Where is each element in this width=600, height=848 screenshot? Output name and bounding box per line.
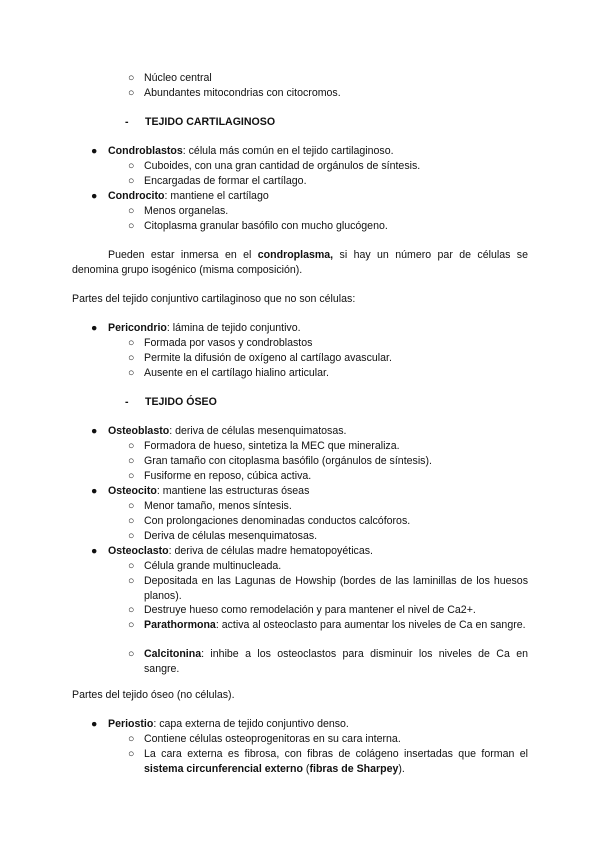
sub-bullet: ○ — [128, 619, 135, 631]
list-item: Permite la difusión de oxígeno al cartílago avascular. — [144, 352, 392, 364]
list-item: Formadora de hueso, sintetiza la MEC que mineraliza. — [144, 440, 400, 452]
sub-bullet: ○ — [128, 205, 135, 217]
list-item: Formada por vasos y condroblastos — [144, 337, 313, 349]
intro-line: Partes del tejido óseo (no células). — [72, 689, 235, 701]
sub-bullet: ○ — [128, 72, 135, 84]
bullet: ● — [91, 425, 98, 437]
list-item: La cara externa es fibrosa, con fibras de colágeno insertadas que forman el sistema circunferencial externo (fibras de Sharpey). — [144, 748, 528, 775]
sub-bullet: ○ — [128, 367, 135, 379]
list-item: Encargadas de formar el cartílago. — [144, 175, 307, 187]
list-item: Deriva de células mesenquimatosas. — [144, 530, 318, 542]
list-item: Osteocito: mantiene las estructuras óseas — [108, 485, 310, 497]
bullet: ● — [91, 485, 98, 497]
list-item: Menos organelas. — [144, 205, 229, 217]
list-item: Abundantes mitocondrias con citocromos. — [144, 87, 341, 99]
bullet: ● — [91, 145, 98, 157]
list-item: Pericondrio: lámina de tejido conjuntivo. — [108, 322, 301, 334]
list-item: Calcitonina: inhibe a los osteoclastos para disminuir los niveles de Ca en sangre. — [144, 648, 528, 675]
list-item: Citoplasma granular basófilo con mucho glucógeno. — [144, 220, 388, 232]
list-item: Gran tamaño con citoplasma basófilo (orgánulos de síntesis). — [144, 455, 432, 467]
list-item: Condroblastos: célula más común en el tejido cartilaginoso. — [108, 145, 394, 157]
sub-bullet: ○ — [128, 440, 135, 452]
list-item: Periostio: capa externa de tejido conjuntivo denso. — [108, 718, 349, 730]
list-item: Osteoblasto: deriva de células mesenquimatosas. — [108, 425, 347, 437]
list-item: Condrocito: mantiene el cartílago — [108, 190, 269, 202]
sub-bullet: ○ — [128, 175, 135, 187]
sub-bullet: ○ — [128, 604, 135, 616]
list-item: Cuboides, con una gran cantidad de orgánulos de síntesis. — [144, 160, 421, 172]
sub-bullet: ○ — [128, 515, 135, 527]
list-item: Núcleo central — [144, 72, 212, 84]
bullet: ● — [91, 190, 98, 202]
list-item: Fusiforme en reposo, cúbica activa. — [144, 470, 312, 482]
intro-line: Partes del tejido conjuntivo cartilaginoso que no son células: — [72, 293, 356, 305]
sub-bullet: ○ — [128, 455, 135, 467]
sub-bullet: ○ — [128, 575, 135, 587]
bullet: ● — [91, 718, 98, 730]
list-item: Contiene células osteoprogenitoras en su cara interna. — [144, 733, 401, 745]
sub-bullet: ○ — [128, 352, 135, 364]
list-item: Osteoclasto: deriva de células madre hematopoyéticas. — [108, 545, 373, 557]
sub-bullet: ○ — [128, 470, 135, 482]
bullet: ● — [91, 322, 98, 334]
section-heading-bone: - TEJIDO ÓSEO — [125, 396, 217, 408]
list-item: Depositada en las Lagunas de Howship (bordes de las laminillas de los huesos planos). — [144, 575, 528, 602]
section-heading-cartilage: - TEJIDO CARTILAGINOSO — [125, 116, 276, 128]
sub-bullet: ○ — [128, 500, 135, 512]
sub-bullet: ○ — [128, 560, 135, 572]
sub-bullet: ○ — [128, 337, 135, 349]
list-item: Menor tamaño, menos síntesis. — [144, 500, 292, 512]
sub-bullet: ○ — [128, 87, 135, 99]
sub-bullet: ○ — [128, 160, 135, 172]
sub-bullet: ○ — [128, 220, 135, 232]
paragraph: Pueden estar inmersa en el condroplasma, si hay un número par de células se denomina grupo isogénico (misma composición). — [72, 249, 528, 276]
sub-bullet: ○ — [128, 648, 135, 660]
list-item: Destruye hueso como remodelación y para mantener el nivel de Ca2+. — [144, 604, 476, 616]
list-item: Con prolongaciones denominadas conductos calcóforos. — [144, 515, 411, 527]
list-item: Célula grande multinucleada. — [144, 560, 282, 572]
list-item: Ausente en el cartílago hialino articular. — [144, 367, 329, 379]
list-item: Parathormona: activa al osteoclasto para aumentar los niveles de Ca en sangre. — [144, 619, 526, 631]
sub-bullet: ○ — [128, 733, 135, 745]
bullet: ● — [91, 545, 98, 557]
sub-bullet: ○ — [128, 530, 135, 542]
sub-bullet: ○ — [128, 748, 135, 760]
